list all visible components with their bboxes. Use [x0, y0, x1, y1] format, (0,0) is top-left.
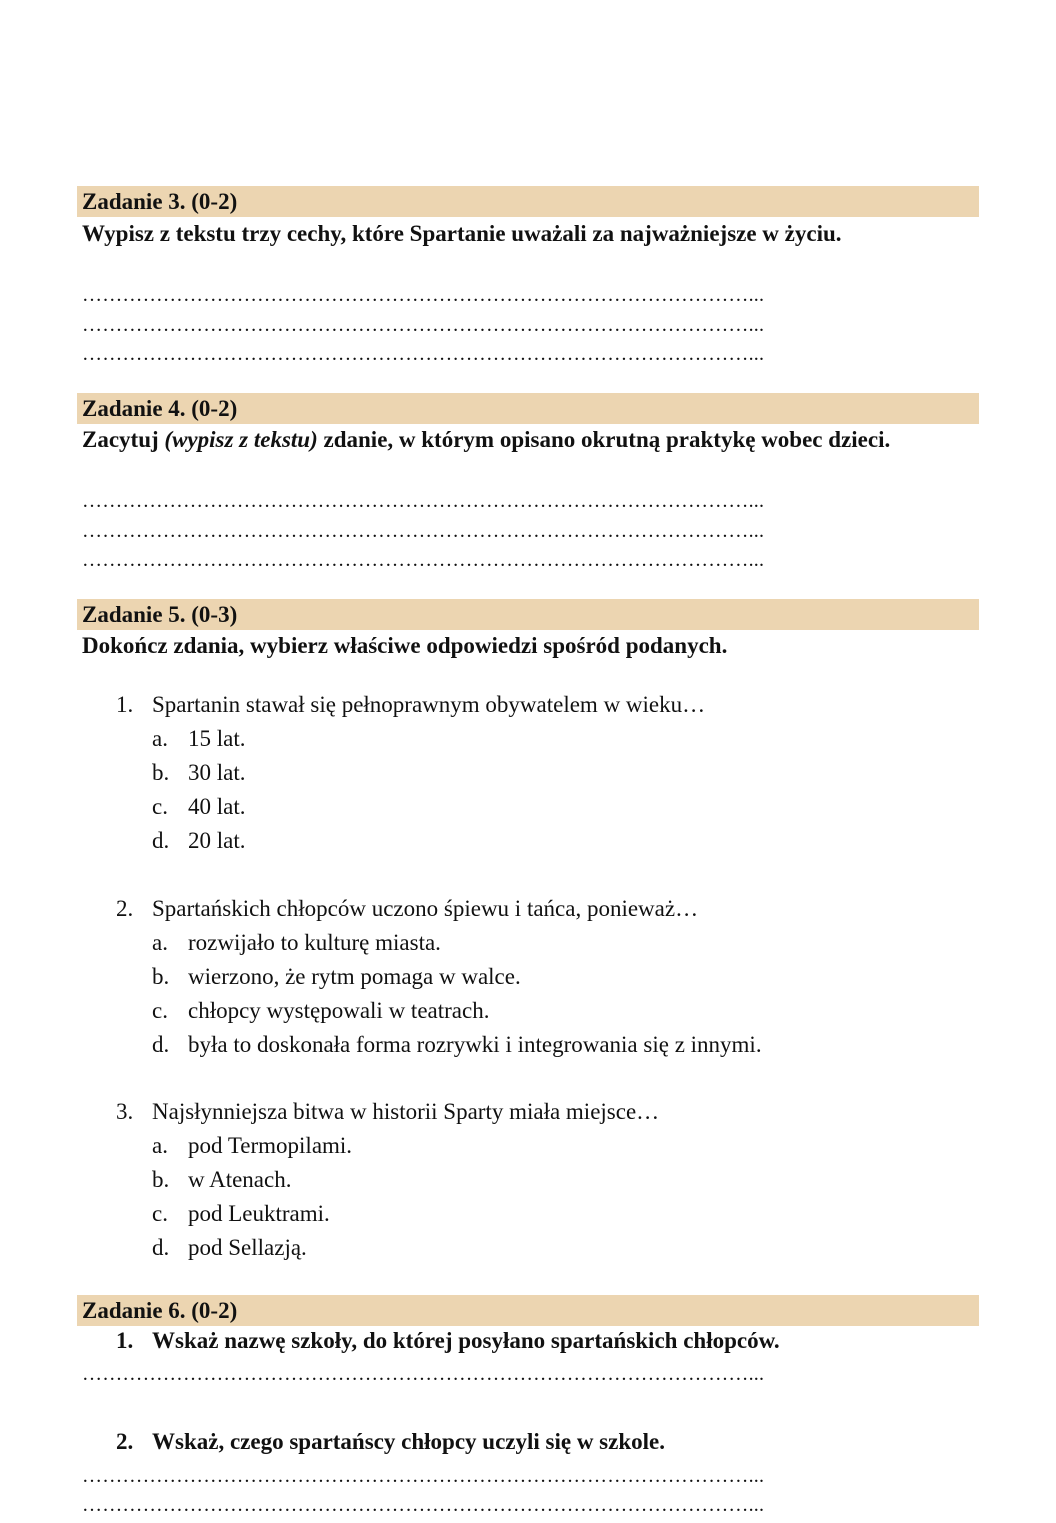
task5-q2-option-b-letter: b. [152, 964, 170, 989]
task5-q3-option-c-letter: c. [152, 1201, 168, 1226]
task5-q1-option-b-letter: b. [152, 760, 170, 785]
task5-q2-number: 2. [116, 896, 134, 921]
task3-answer-line-3[interactable]: ………………………………………………………………………………………... [82, 343, 765, 365]
task6-q1-number: 1. [116, 1328, 134, 1353]
task5-title: Zadanie 5. (0-3) [82, 602, 238, 627]
task4-answer-line-3[interactable]: ………………………………………………………………………………………... [82, 549, 765, 571]
task5-q2-option-c[interactable]: chłopcy występowali w teatrach. [188, 998, 490, 1023]
task3-answer-line-2[interactable]: ………………………………………………………………………………………... [82, 314, 765, 336]
task5-q3-option-b-letter: b. [152, 1167, 170, 1192]
task5-q3-option-b[interactable]: w Atenach. [188, 1167, 292, 1192]
task4-instruction [82, 425, 890, 455]
task5-q1-option-a[interactable]: 15 lat. [188, 726, 246, 751]
task5-q2-text: Spartańskich chłopców uczono śpiewu i tańca, ponieważ… [152, 896, 699, 921]
task5-q3-number: 3. [116, 1099, 134, 1124]
task5-q1-option-c[interactable]: 40 lat. [188, 794, 246, 819]
task6-title: Zadanie 6. (0-2) [82, 1298, 238, 1323]
task6-q2-answer-line-1[interactable]: ………………………………………………………………………………………... [82, 1465, 765, 1487]
task4-instruction-italic: (wypisz z tekstu) [164, 427, 318, 452]
task5-q1-option-d-letter: d. [152, 828, 170, 853]
task4-answer-line-1[interactable]: ………………………………………………………………………………………... [82, 490, 765, 512]
task5-q2-option-d[interactable]: była to doskonała forma rozrywki i integrowania się z innymi. [188, 1032, 762, 1057]
task5-q3-option-a[interactable]: pod Termopilami. [188, 1133, 353, 1158]
task5-q3-option-d[interactable]: pod Sellazją. [188, 1235, 307, 1260]
task6-q1-answer-line[interactable]: ………………………………………………………………………………………... [82, 1363, 765, 1385]
task5-q3-option-a-letter: a. [152, 1133, 168, 1158]
task5-q1-number: 1. [116, 692, 134, 717]
task5-instruction: Dokończ zdania, wybierz właściwe odpowiedzi spośród podanych. [82, 633, 728, 658]
task5-q2-option-d-letter: d. [152, 1032, 170, 1057]
task3-instruction: Wypisz z tekstu trzy cechy, które Spartanie uważali za najważniejsze w życiu. [82, 221, 842, 246]
task5-q3-option-c[interactable]: pod Leuktrami. [188, 1201, 330, 1226]
task4-instruction-end: zdanie, w którym opisano okrutną praktykę wobec dzieci. [317, 427, 891, 452]
task5-q1-option-b[interactable]: 30 lat. [188, 760, 246, 785]
task5-q3-option-d-letter: d. [152, 1235, 170, 1260]
task5-q2-option-b[interactable]: wierzono, że rytm pomaga w walce. [188, 964, 521, 989]
task6-q2-answer-line-2[interactable]: ………………………………………………………………………………………... [82, 1494, 765, 1516]
task5-q1-text: Spartanin stawał się pełnoprawnym obywatelem w wieku… [152, 692, 706, 717]
task5-q1-option-c-letter: c. [152, 794, 168, 819]
task5-q3-text: Najsłynniejsza bitwa w historii Sparty miała miejsce… [152, 1099, 660, 1124]
task3-answer-line-1[interactable]: ………………………………………………………………………………………... [82, 284, 765, 306]
task5-q2-option-a-letter: a. [152, 930, 168, 955]
task4-answer-line-2[interactable]: ………………………………………………………………………………………... [82, 520, 765, 542]
task6-q1-text: Wskaż nazwę szkoły, do której posyłano spartańskich chłopców. [152, 1328, 780, 1353]
task4-instruction-start: Zacytuj [82, 427, 165, 452]
task6-q2-text: Wskaż, czego spartańscy chłopcy uczyli się w szkole. [152, 1429, 665, 1454]
task5-q1-option-d[interactable]: 20 lat. [188, 828, 246, 853]
task4-title: Zadanie 4. (0-2) [82, 396, 238, 421]
task5-q2-option-c-letter: c. [152, 998, 168, 1023]
task3-title: Zadanie 3. (0-2) [82, 189, 238, 214]
task6-q2-number: 2. [116, 1429, 134, 1454]
task5-q1-option-a-letter: a. [152, 726, 168, 751]
task5-q2-option-a[interactable]: rozwijało to kulturę miasta. [188, 930, 441, 955]
